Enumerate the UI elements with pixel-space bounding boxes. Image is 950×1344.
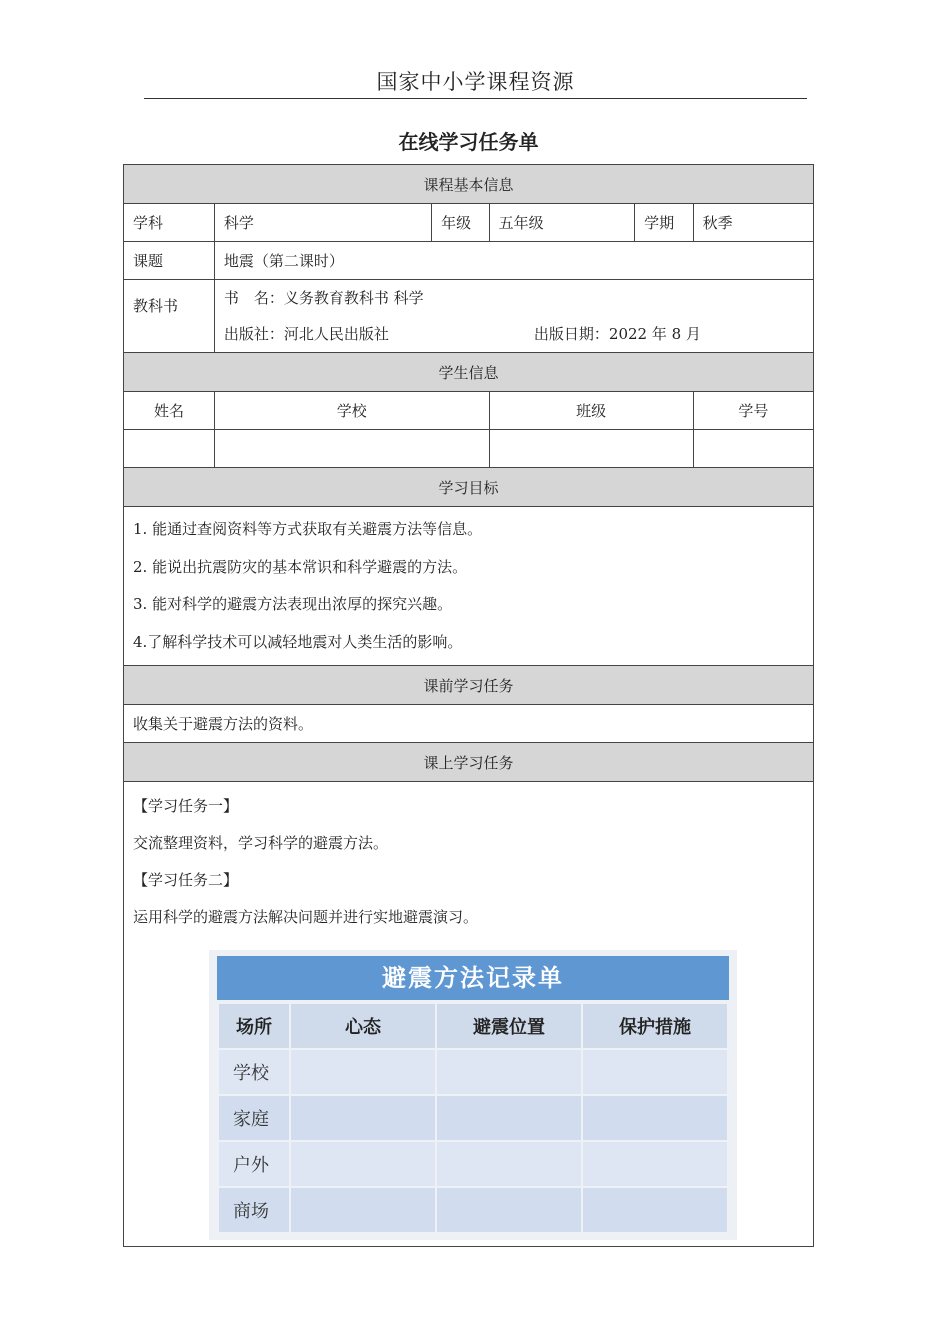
goals-section-title: 学习目标	[124, 468, 814, 507]
in-class-tasks	[124, 782, 814, 1247]
record-cell	[582, 1049, 728, 1095]
textbook-info	[214, 280, 813, 353]
task-1-content: 交流整理资料，学习科学的避震方法。	[133, 834, 389, 852]
goal-item: 2. 能说出抗震防灾的基本常识和科学避震的方法。	[133, 557, 468, 576]
student-school-header: 学校	[214, 392, 489, 430]
goal-item: 1. 能通过查阅资料等方式获取有关避震方法等信息。	[133, 520, 483, 538]
site-header-title: 国家中小学课程资源	[376, 70, 575, 94]
student-class-header: 班级	[489, 392, 693, 430]
student-name-header: 姓名	[124, 392, 215, 430]
in-class-section-title: 课上学习任务	[124, 743, 814, 782]
task-2-title: 【学习任务二】	[133, 871, 239, 889]
task-1-title: 【学习任务一】	[133, 797, 239, 815]
record-place-school: 学校	[218, 1049, 290, 1095]
record-sheet-title: 避震方法记录单	[217, 956, 729, 1000]
student-school-cell[interactable]	[214, 430, 489, 468]
term-value: 秋季	[693, 204, 813, 242]
topic-value: 地震（第二课时）	[214, 242, 813, 280]
subject-label: 学科	[124, 204, 215, 242]
task-2-content: 运用科学的避震方法解决问题并进行实地避震演习。	[133, 908, 479, 926]
record-header-mindset: 心态	[290, 1003, 436, 1049]
record-cell	[436, 1049, 582, 1095]
record-cell	[436, 1187, 582, 1233]
record-cell	[436, 1095, 582, 1141]
grade-value: 五年级	[489, 204, 634, 242]
publish-date: 出版日期：2022 年 8 月	[533, 325, 701, 343]
term-label: 学期	[635, 204, 694, 242]
record-header-position: 避震位置	[436, 1003, 582, 1049]
record-sheet-table	[217, 1002, 729, 1234]
record-cell	[290, 1049, 436, 1095]
document-title: 在线学习任务单	[398, 130, 539, 154]
record-sheet-image	[209, 950, 737, 1240]
header-divider	[144, 98, 807, 99]
record-cell	[582, 1141, 728, 1187]
subject-value: 科学	[214, 204, 431, 242]
record-cell	[582, 1095, 728, 1141]
textbook-label: 教科书	[124, 280, 215, 353]
record-cell	[290, 1141, 436, 1187]
student-name-cell[interactable]	[124, 430, 215, 468]
record-header-protection: 保护措施	[582, 1003, 728, 1049]
book-name: 书 名：义务教育教科书 科学	[223, 289, 424, 307]
record-place-outdoors: 户外	[218, 1141, 290, 1187]
student-id-cell[interactable]	[693, 430, 813, 468]
record-cell	[290, 1187, 436, 1233]
pre-class-content: 收集关于避震方法的资料。	[124, 705, 814, 743]
record-cell	[290, 1095, 436, 1141]
pre-class-section-title: 课前学习任务	[124, 666, 814, 705]
course-info-section-title: 课程基本信息	[124, 165, 814, 204]
goal-item: 4.了解科学技术可以减轻地震对人类生活的影响。	[133, 632, 463, 651]
record-cell	[582, 1187, 728, 1233]
student-info-section-title: 学生信息	[124, 353, 814, 392]
topic-label: 课题	[124, 242, 215, 280]
goal-item: 3. 能对科学的避震方法表现出浓厚的探究兴趣。	[133, 595, 453, 613]
record-header-place: 场所	[218, 1003, 290, 1049]
goals-list	[124, 507, 814, 666]
task-sheet-table	[123, 164, 814, 1247]
record-place-home: 家庭	[218, 1095, 290, 1141]
record-place-mall: 商场	[218, 1187, 290, 1233]
grade-label: 年级	[432, 204, 490, 242]
student-class-cell[interactable]	[489, 430, 693, 468]
record-cell	[436, 1141, 582, 1187]
student-id-header: 学号	[693, 392, 813, 430]
publisher: 出版社：河北人民出版社	[223, 325, 389, 343]
